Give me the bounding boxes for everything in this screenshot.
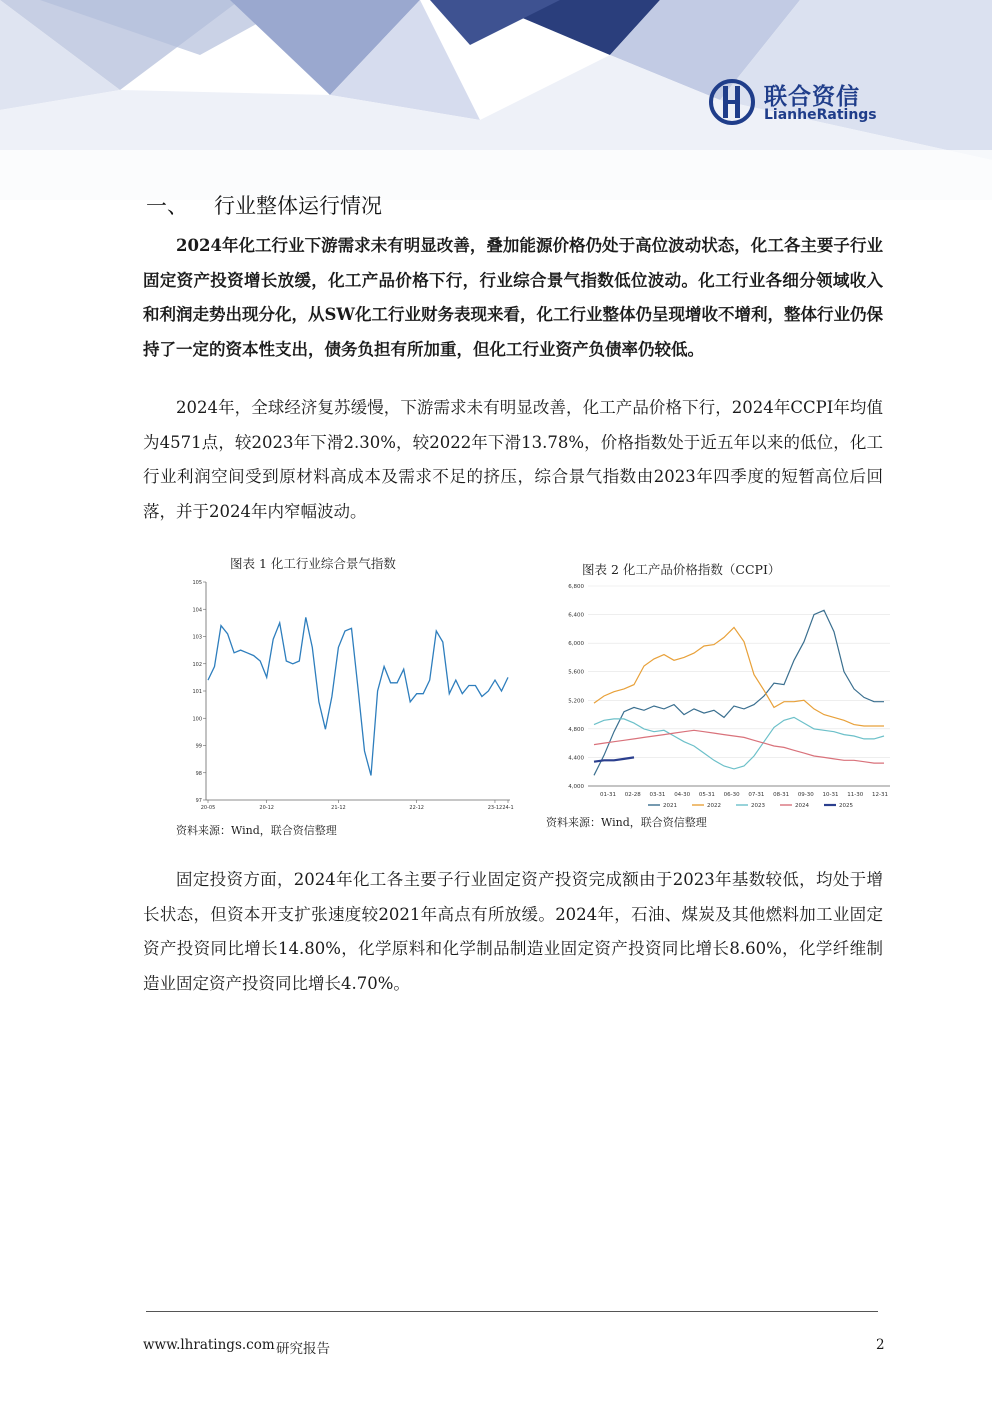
series-line-2023 [594,717,884,769]
brand-name-en: LianheRatings [764,107,877,123]
figure1-title: 图表 1 化工行业综合景气指数 [230,556,396,571]
x-tick-label: 23-12 [487,805,503,811]
x-tick-label: 10-31 [822,792,839,798]
x-tick-label: 24-1 [502,805,514,811]
section-heading [146,190,382,220]
logo-mark-icon [708,78,756,126]
series-line-2022 [594,627,884,726]
summary-paragraph: 2024年化工行业下游需求未有明显改善，叠加能源价格仍处于高位波动状态，化工各主要子行业固定资产投资增长放缓，化工产品价格下行，行业综合景气指数低位波动。化工行业各细分领域收入和利润走势出现分化，从SW化工行业财务表现来看，化工行业整体仍呈现增收不增利，整体行业仍保持了一定的资本性支出，债务负担有所加重，但化工行业资产负债率仍较低。 [143,236,883,359]
x-tick-label: 08-31 [773,792,790,798]
legend-label-2023: 2023 [751,803,765,809]
x-tick-label: 06-30 [723,792,740,798]
y-tick-label: 4,800 [568,726,584,733]
legend-label-2021: 2021 [663,803,677,809]
section-number: 一、 [146,194,188,218]
footer-url: www.lhratings.com [143,1337,275,1353]
y-tick-label: 105 [192,580,202,586]
y-tick-label: 4,000 [568,784,584,790]
series-line-prosperity-index [208,617,508,775]
x-tick-label: 04-30 [674,792,691,798]
section-title: 行业整体运行情况 [214,194,382,218]
y-tick-label: 6,000 [568,641,584,648]
y-tick-label: 101 [192,689,202,695]
y-tick-label: 5,600 [568,669,584,676]
x-tick-label: 22-12 [409,805,424,811]
y-tick-label: 99 [195,743,202,750]
x-tick-label: 05-31 [698,792,715,798]
figure1-chart [190,574,520,814]
y-tick-label: 104 [192,607,202,614]
page-number: 2 [876,1337,885,1353]
x-tick-label: 12-31 [872,792,888,798]
footer-divider [146,1311,878,1312]
legend-label-2024: 2024 [795,803,809,809]
series-line-2025 [594,757,634,761]
x-tick-label: 11-30 [847,792,864,798]
figure2-source: 资料来源：Wind，联合资信整理 [546,816,707,829]
brand-logo [708,74,888,130]
series-line-2024 [594,730,884,763]
y-tick-label: 4,400 [568,755,584,762]
figure1-source: 资料来源：Wind，联合资信整理 [176,824,337,837]
brand-name-cn: 联合资信 [764,84,860,110]
x-tick-label: 02-28 [624,792,641,798]
y-tick-label: 6,800 [568,584,584,590]
figure2-chart [550,578,895,814]
x-tick-label: 21-12 [331,805,346,811]
y-tick-label: 6,400 [568,612,584,619]
y-tick-label: 103 [192,634,202,641]
x-tick-label: 09-30 [797,792,814,798]
x-tick-label: 03-31 [649,792,666,798]
x-tick-label: 01-31 [600,792,616,798]
y-tick-label: 98 [195,770,202,777]
legend-label-2022: 2022 [707,803,721,809]
footer-doc-type: 研究报告 [276,1341,330,1357]
y-tick-label: 102 [192,661,202,668]
y-tick-label: 5,200 [568,698,584,705]
x-tick-label: 07-31 [748,792,765,798]
investment-paragraph: 固定投资方面，2024年化工各主要子行业固定资产投资完成额由于2023年基数较低，均处于增长状态，但资本开支扩张速度较2021年高点有所放缓。2024年，石油、煤炭及其他燃料加工业固定资产投资同比增长14.80%，化学原料和化学制品制造业固定资产投资同比增长8.60%，化学纤维制造业固定资产投资同比增长4.70%。 [143,870,883,993]
x-tick-label: 20-05 [200,805,216,811]
y-tick-label: 100 [192,716,202,723]
legend-label-2025: 2025 [839,803,853,809]
x-tick-label: 20-12 [259,805,274,811]
ccpi-paragraph: 2024年，全球经济复苏缓慢，下游需求未有明显改善，化工产品价格下行，2024年CCPI年均值为4571点，较2023年下滑2.30%，较2022年下滑13.78%，价格指数处于近五年以来的低位，化工行业利润空间受到原材料高成本及需求不足的挤压，综合景气指数由2023年四季度的短暂高位后回落，并于2024年内窄幅波动。 [143,398,883,521]
figure2-title: 图表 2 化工产品价格指数（CCPI） [582,562,781,577]
y-tick-label: 97 [195,798,202,804]
